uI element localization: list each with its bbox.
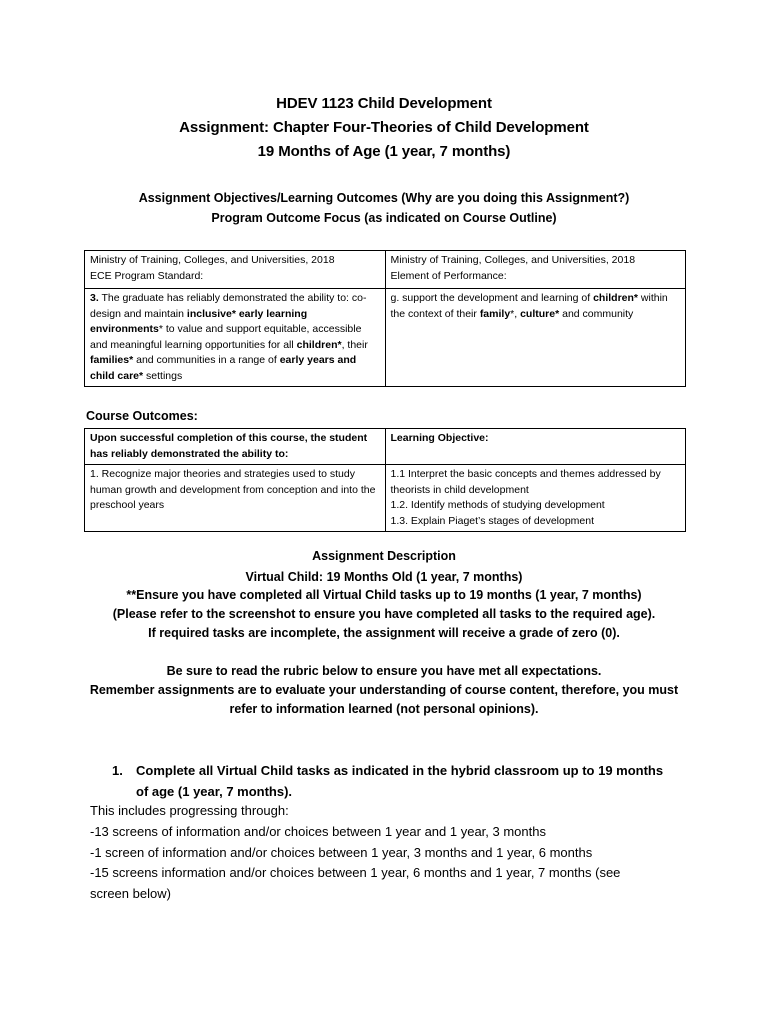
- standard-text: , their: [341, 338, 368, 351]
- task-intro: This includes progressing through:: [90, 803, 289, 818]
- age-title: 19 Months of Age (1 year, 7 months): [257, 143, 511, 160]
- description-line: Virtual Child: 19 Months Old (1 year, 7 months): [245, 570, 523, 584]
- performance-text: g. support the development and learning of: [390, 292, 594, 304]
- header-text: Element of Performance:: [390, 269, 507, 282]
- table-row: [85, 465, 686, 532]
- description-line: If required tasks are incomplete, the assignment will receive a grade of zero (0).: [148, 626, 620, 640]
- table-row: [85, 429, 686, 465]
- task-list-item: screen below): [90, 886, 171, 901]
- objective-item: 1.1 Interpret the basic concepts and themes addressed by theorists in child development: [390, 468, 661, 496]
- course-outcomes-label: Course Outcomes:: [86, 409, 198, 423]
- standard-bold-text: inclusive* early learning environments: [90, 307, 308, 335]
- table-row: [85, 251, 686, 289]
- objectives-heading: Assignment Objectives/Learning Outcomes (Why are you doing this Assignment?): [138, 191, 630, 205]
- header-text: Ministry of Training, Colleges, and Universities, 2018: [390, 254, 636, 266]
- header-text: ECE Program Standard:: [90, 269, 204, 282]
- program-standard-cell: [85, 289, 386, 387]
- course-title: HDEV 1123 Child Development: [276, 95, 492, 112]
- objectives-cell: [385, 465, 686, 532]
- table-header-cell: [385, 251, 686, 289]
- standard-text: settings: [143, 369, 183, 382]
- performance-bold-text: culture*: [520, 307, 560, 320]
- course-outcomes-table: [84, 428, 686, 532]
- objective-item: 1.2. Identify methods of studying development: [390, 499, 605, 511]
- standard-text: and communities in a range of: [133, 354, 280, 366]
- task-list-item: -1 screen of information and/or choices between 1 year, 3 months and 1 year, 6 months: [90, 845, 593, 860]
- task-list-item: -13 screens of information and/or choices between 1 year and 1 year, 3 months: [90, 824, 546, 839]
- task-text: Complete all Virtual Child tasks as indicated in the hybrid classroom up to 19 months of age (1 year, 7 months).: [136, 763, 664, 799]
- assignment-title: Assignment: Chapter Four-Theories of Child Development: [179, 119, 589, 136]
- description-line: (Please refer to the screenshot to ensure you have completed all tasks to the required age).: [112, 607, 656, 621]
- standard-bold-text: children*: [296, 338, 342, 351]
- objective-header-cell: Learning Objective:: [385, 429, 686, 465]
- performance-text: and community: [559, 307, 634, 320]
- performance-bold-text: children*: [593, 292, 638, 304]
- performance-text: *,: [510, 307, 521, 320]
- table-row: [85, 289, 686, 387]
- rubric-note: Be sure to read the rubric below to ensure you have met all expectations.: [166, 664, 602, 678]
- task-number: 1.: [112, 763, 123, 778]
- description-line: **Ensure you have completed all Virtual Child tasks up to 19 months (1 year, 7 months): [126, 588, 642, 602]
- program-outcome-heading: Program Outcome Focus (as indicated on Course Outline): [211, 211, 557, 225]
- rubric-note: Remember assignments are to evaluate your understanding of course content, therefore, you must: [89, 683, 679, 697]
- standard-bold-text: families*: [90, 354, 134, 366]
- task-list-item: -15 screens information and/or choices between 1 year, 6 months and 1 year, 7 months (see: [90, 865, 621, 880]
- standard-bold-text: early years and child care*: [90, 354, 357, 382]
- table-header-cell: [85, 251, 386, 289]
- outcome-header-cell: Upon successful completion of this course, the student has reliably demonstrated the ability to:: [85, 429, 386, 465]
- program-standard-table: [84, 250, 686, 387]
- element-of-performance-cell: [385, 289, 686, 387]
- performance-text: within the context of their: [390, 292, 668, 320]
- standard-text: * to value and support equitable, accessible and meaningful learning opportunities for all: [90, 323, 362, 351]
- header-text: Ministry of Training, Colleges, and Universities, 2018: [90, 254, 335, 266]
- description-heading: Assignment Description: [312, 549, 456, 563]
- outcome-cell: 1. Recognize major theories and strategies used to study human growth and development from conception and into the preschool years: [85, 465, 386, 532]
- standard-text: The graduate has reliably demonstrated the ability to: co-design and maintain: [90, 292, 367, 320]
- objective-item: 1.3. Explain Piaget’s stages of development: [390, 514, 595, 527]
- standard-number: 3.: [90, 292, 99, 304]
- rubric-note: refer to information learned (not personal opinions).: [229, 702, 539, 716]
- performance-bold-text: family: [479, 307, 511, 320]
